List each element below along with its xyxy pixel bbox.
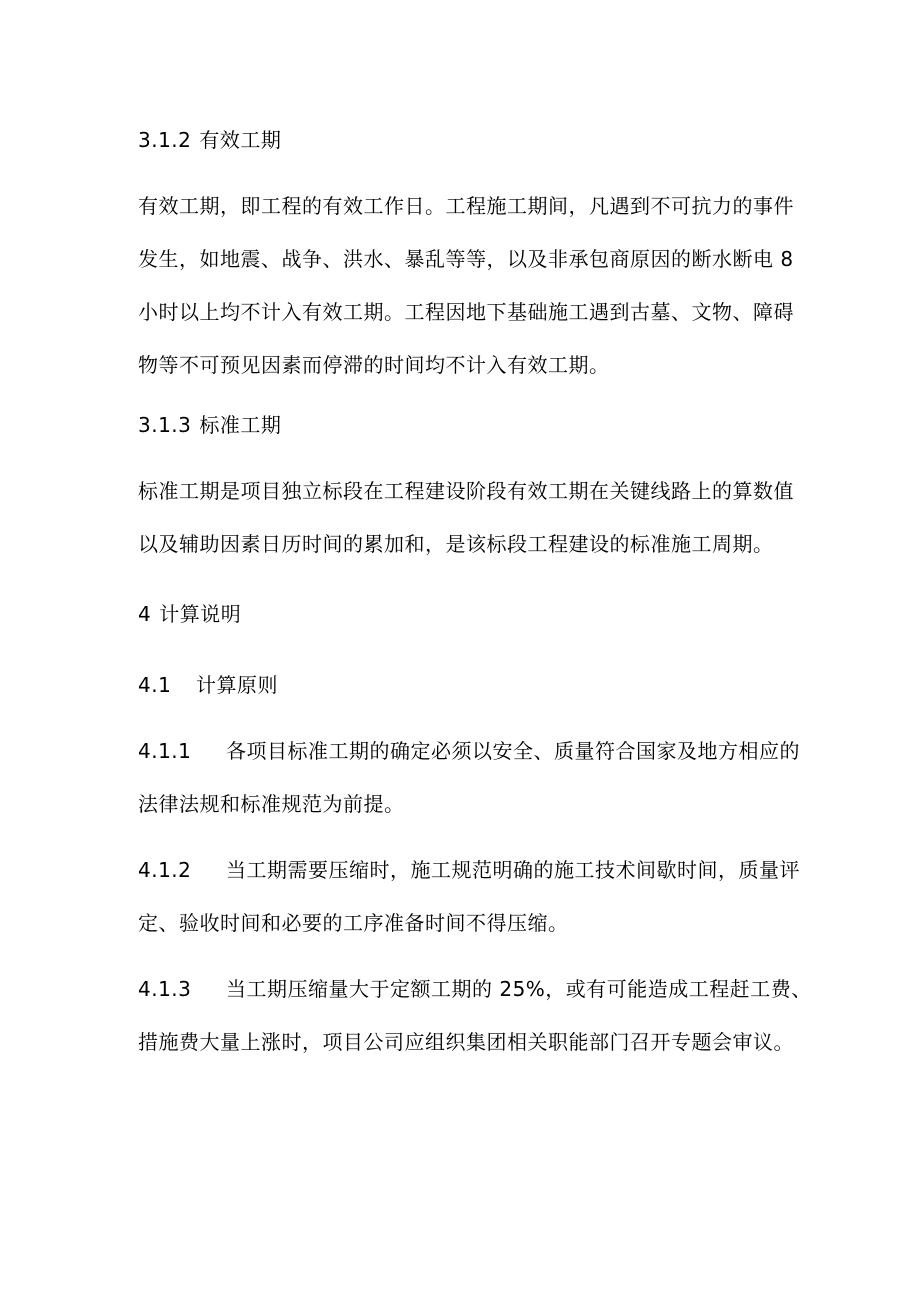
section-title: 计算原则 xyxy=(196,673,278,697)
clause-number: 4.1.2 xyxy=(138,858,192,882)
clause-number: 4.1.3 xyxy=(138,977,192,1001)
paragraph-line: 以及辅助因素日历时间的累加和，是该标段工程建设的标准施工周期。 xyxy=(138,532,774,556)
paragraph-line: 有效工期，即工程的有效工作日。工程施工期间，凡遇到不可抗力的事件 xyxy=(138,194,794,218)
paragraph-line: 小时以上均不计入有效工期。工程因地下基础施工遇到古墓、文物、障碍 xyxy=(138,300,794,324)
section-number: 4.1 xyxy=(138,673,172,697)
section-number: 4 xyxy=(138,602,152,626)
paragraph-standard-period xyxy=(138,481,798,554)
paragraph-line: 定、验收时间和必要的工序准备时间不得压缩。 xyxy=(138,911,569,935)
heading-3-1-2 xyxy=(138,130,798,150)
paragraph-line: 措施费大量上涨时，项目公司应组织集团相关职能部门召开专题会审议。 xyxy=(138,1030,794,1054)
section-number: 3.1.2 xyxy=(138,128,192,152)
section-title: 有效工期 xyxy=(199,128,282,152)
heading-4 xyxy=(138,604,798,624)
paragraph-line: 标准工期是项目独立标段在工程建设阶段有效工期在关键线路上的算数值 xyxy=(138,479,794,503)
clause-4-1-2 xyxy=(138,860,798,933)
section-number: 3.1.3 xyxy=(138,413,192,437)
clause-4-1-3 xyxy=(138,977,812,1054)
paragraph-effective-period xyxy=(138,196,798,375)
paragraph-line: 当工期需要压缩时，施工规范明确的施工技术间歇时间，质量评 xyxy=(226,858,800,882)
paragraph-line: 发生，如地震、战争、洪水、暴乱等等，以及非承包商原因的断水断电 8 xyxy=(138,247,794,271)
paragraph-line: 当工期压缩量大于定额工期的 25%，或有可能造成工程赶工费、 xyxy=(226,977,812,1001)
section-title: 计算说明 xyxy=(159,602,242,626)
heading-3-1-3 xyxy=(138,415,798,435)
heading-4-1 xyxy=(138,675,798,695)
clause-number: 4.1.1 xyxy=(138,739,192,763)
clause-4-1-1 xyxy=(138,741,798,814)
section-title: 标准工期 xyxy=(199,413,282,437)
paragraph-line: 物等不可预见因素而停滞的时间均不计入有效工期。 xyxy=(138,353,610,377)
paragraph-line: 各项目标准工期的确定必须以安全、质量符合国家及地方相应的 xyxy=(226,739,800,763)
paragraph-line: 法律法规和标准规范为前提。 xyxy=(138,792,405,816)
